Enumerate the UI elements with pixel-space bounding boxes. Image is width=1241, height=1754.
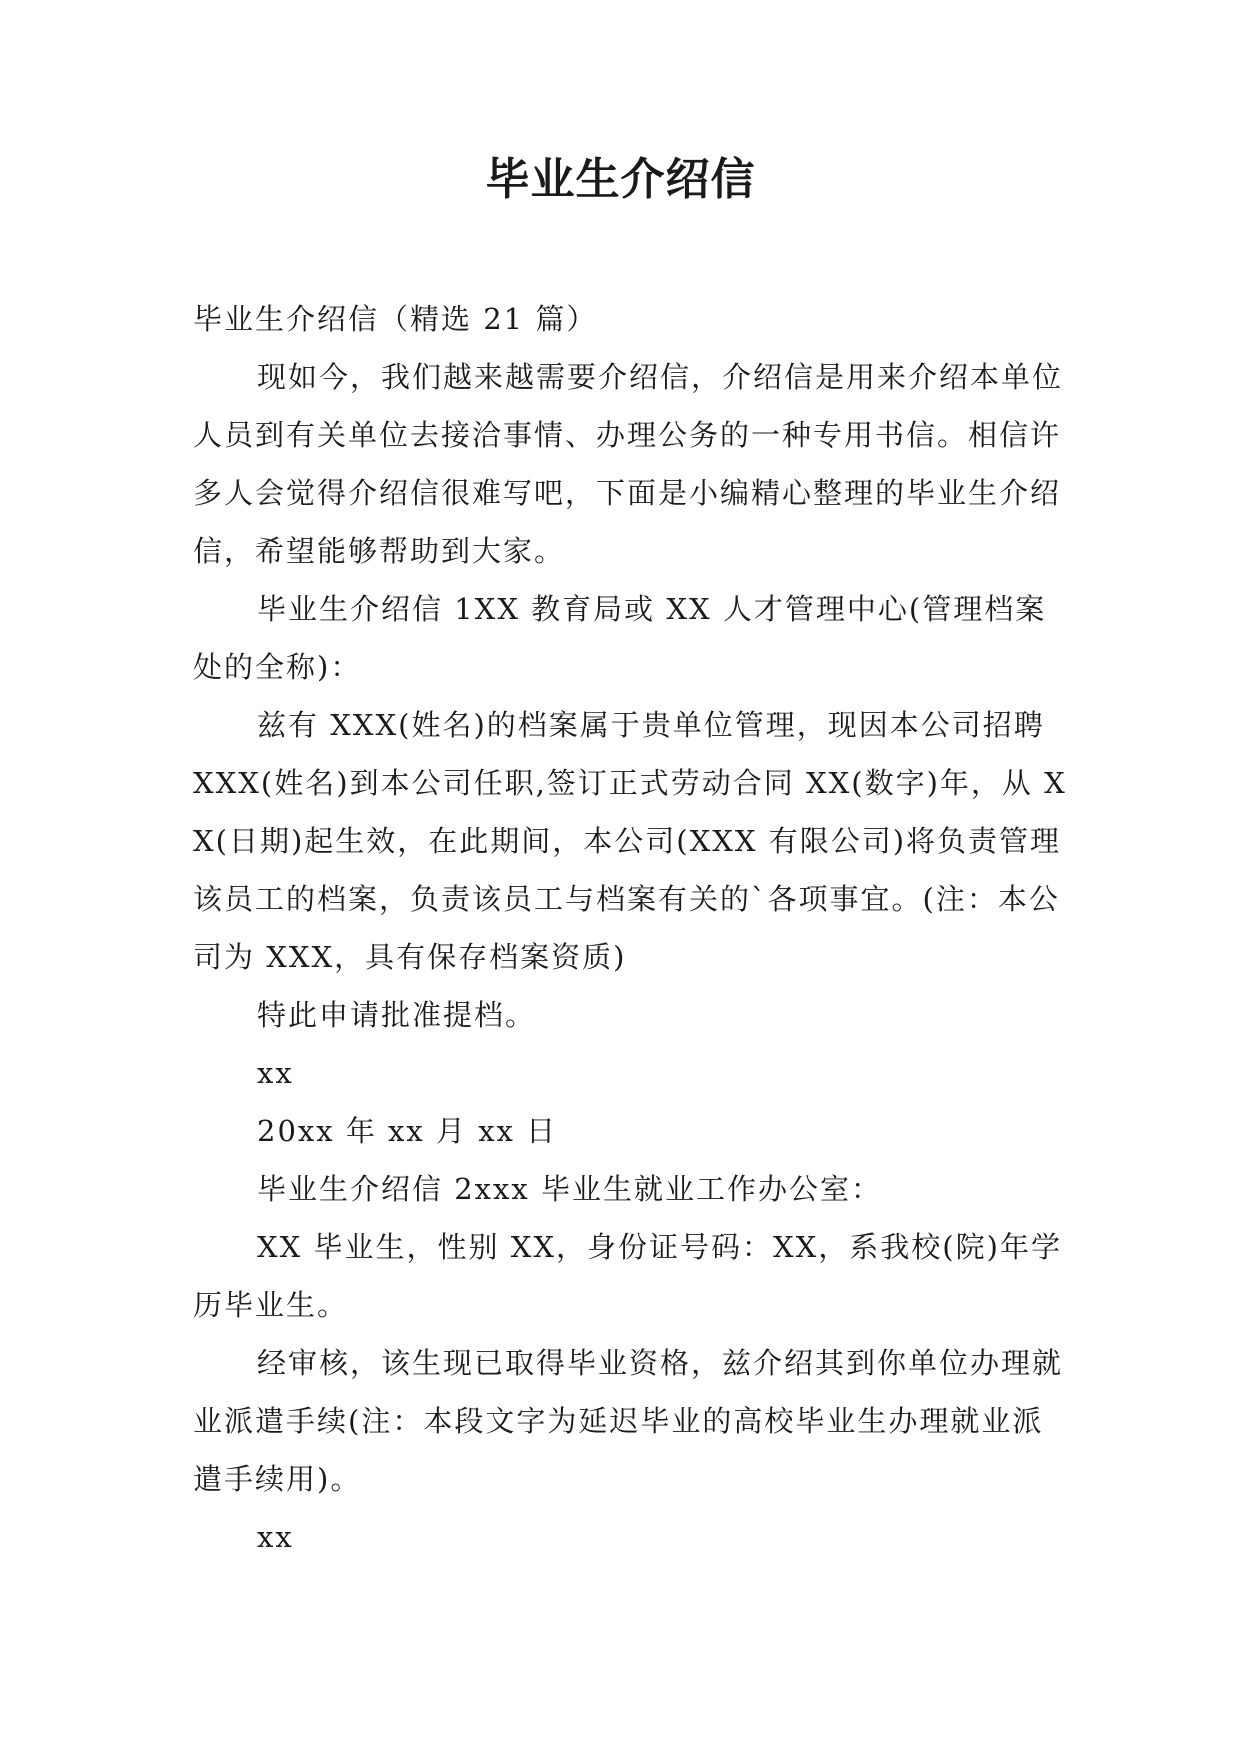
letter-1-salutation: 毕业生介绍信 1XX 教育局或 XX 人才管理中心(管理档案处的全称)： [193, 592, 1047, 684]
letter-2-body: XX 毕业生，性别 XX，身份证号码：XX，系我校(院)年学历毕业生。 [193, 1230, 1062, 1322]
document-body [193, 290, 1073, 1566]
letter-2-note: 经审核，该生现已取得毕业资格，兹介绍其到你单位办理就业派遣手续(注：本段文字为延迟毕业的高校毕业生办理就业派遣手续用)。 [193, 1346, 1064, 1496]
letter-2-signature: xx [257, 1520, 294, 1554]
letter-2-salutation: 毕业生介绍信 2xxx 毕业生就业工作办公室： [257, 1172, 882, 1206]
letter-1-body: 兹有 XXX(姓名)的档案属于贵单位管理，现因本公司招聘 XXX(姓名)到本公司任职,签订正式劳动合同 XX(数字)年，从 XX(日期)起生效，在此期间，本公司(XXX 有限公司)将负责管理该员工的档案，负责该员工与档案有关的`各项事宜。(注：本公司为 XXX，具有保存档案资质) [193, 708, 1067, 974]
letter-1-signature: xx [257, 1056, 294, 1090]
letter-1-request: 特此申请批准提档。 [257, 998, 537, 1032]
document-title: 毕业生介绍信 [485, 154, 756, 205]
document-subtitle: 毕业生介绍信（精选 21 篇） [193, 302, 598, 336]
intro-paragraph: 现如今，我们越来越需要介绍信，介绍信是用来介绍本单位人员到有关单位去接洽事情、办理公务的一种专用书信。相信许多人会觉得介绍信很难写吧，下面是小编精心整理的毕业生介绍信，希望能够帮助到大家。 [193, 360, 1064, 568]
letter-1-date: 20xx 年 xx 月 xx 日 [257, 1114, 558, 1148]
